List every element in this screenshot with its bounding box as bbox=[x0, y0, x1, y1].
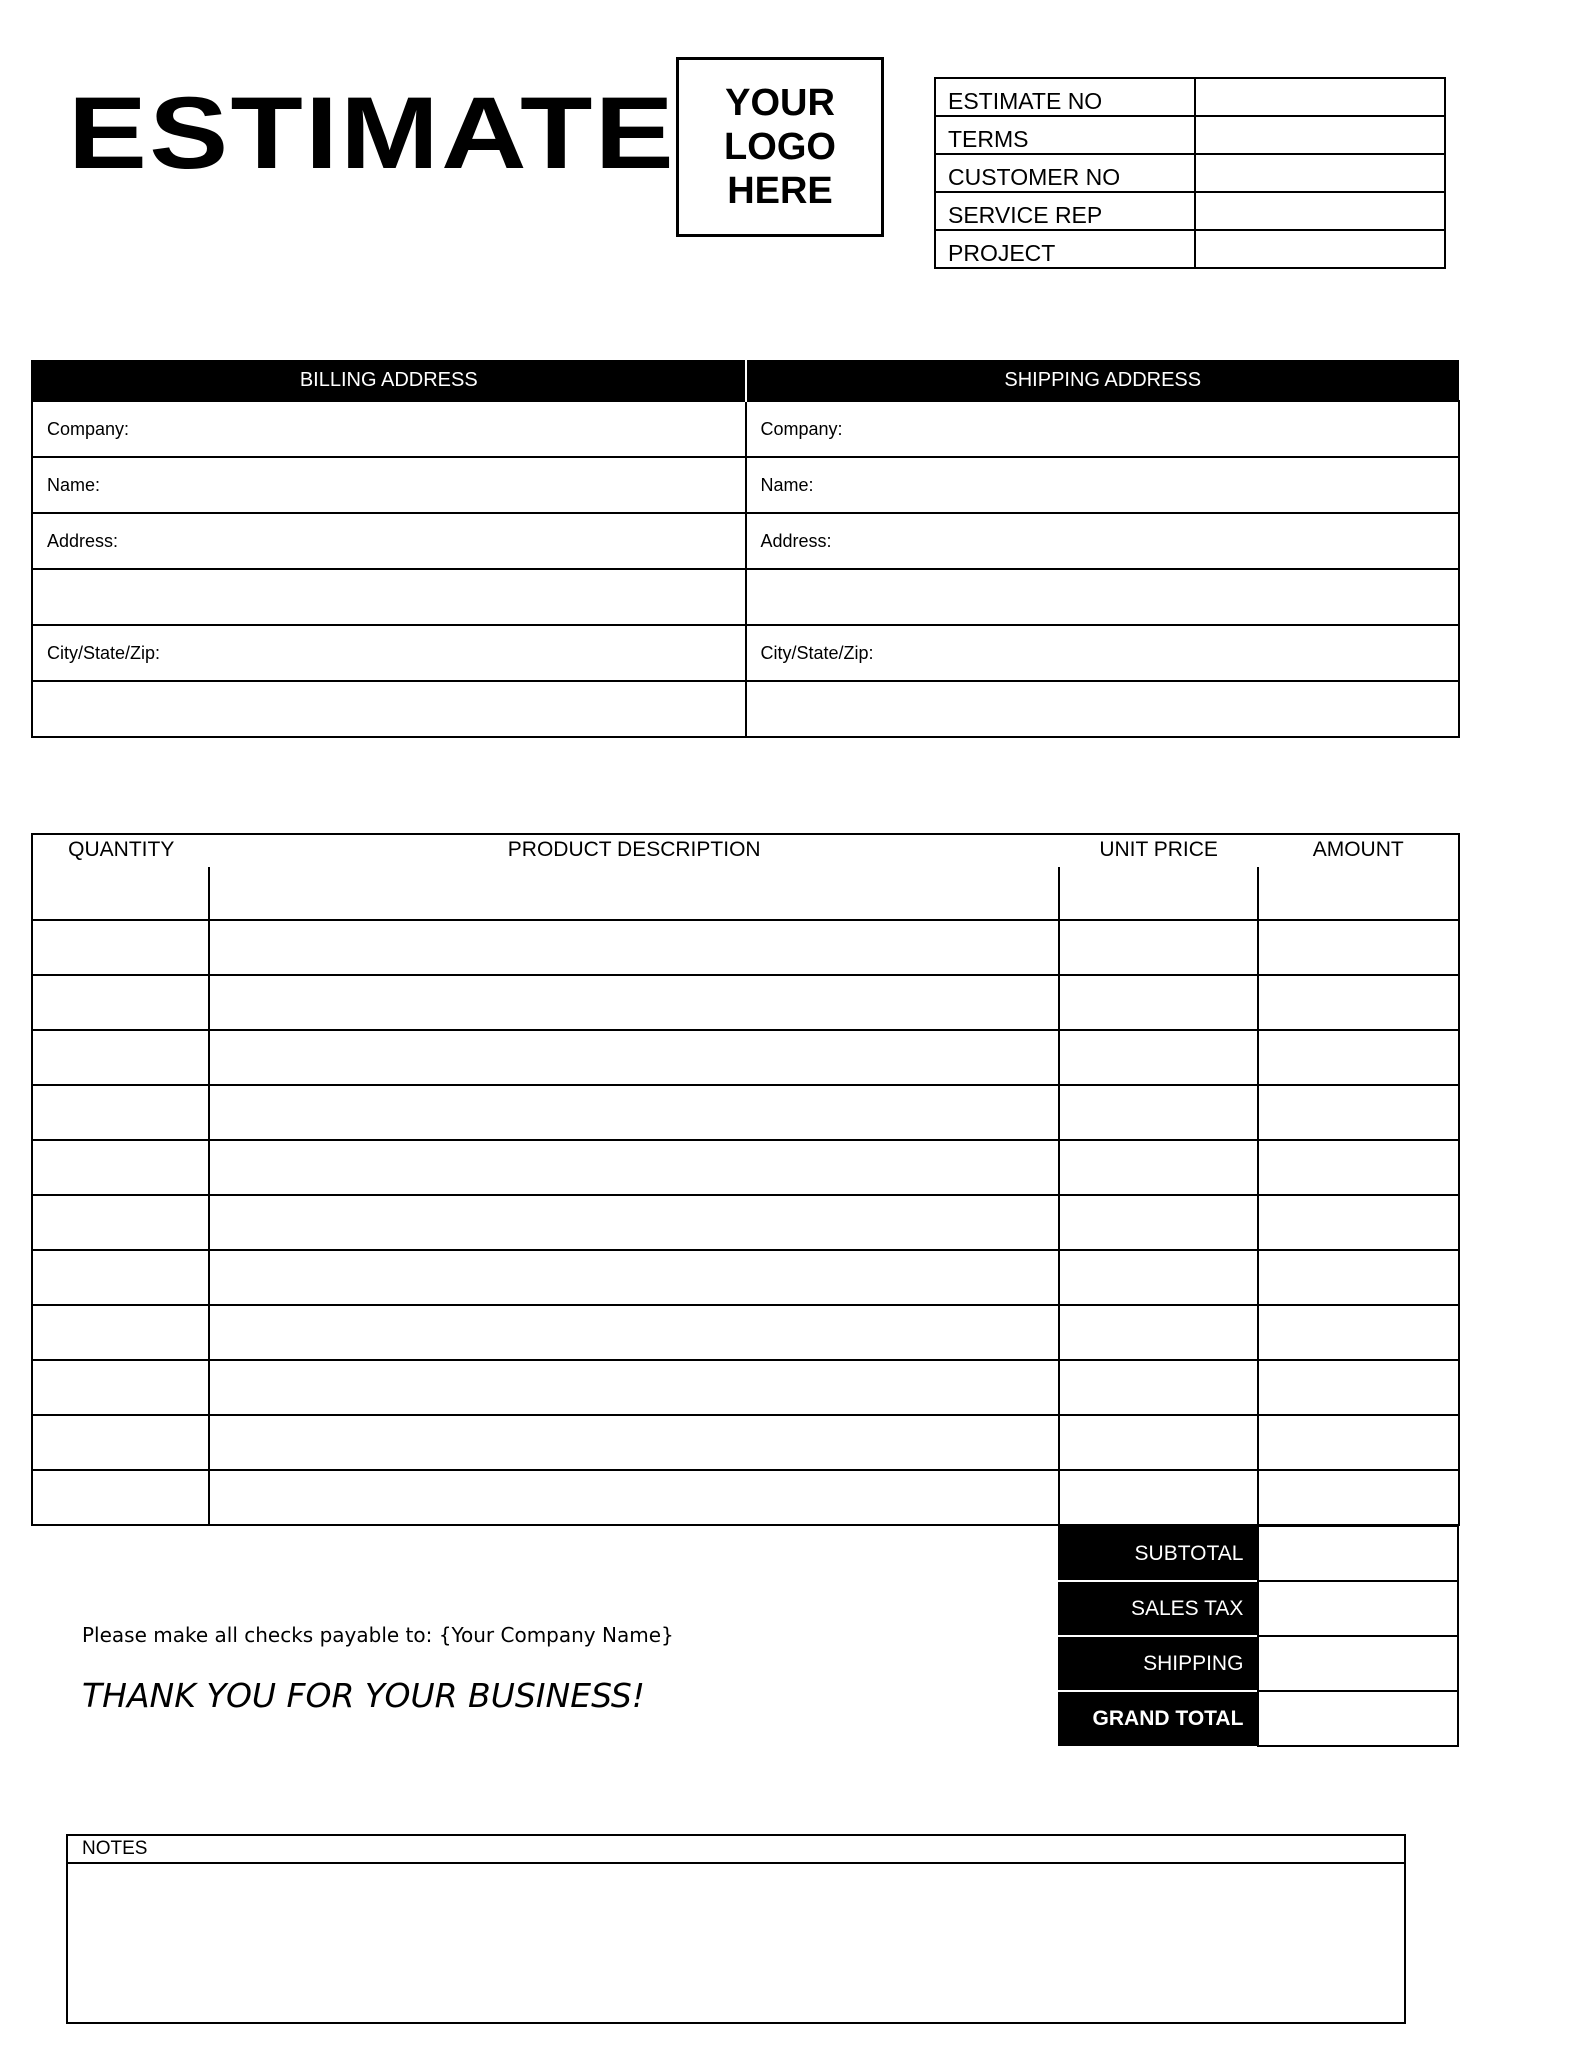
info-row-estimate-no bbox=[935, 78, 1445, 116]
grand-total-field[interactable] bbox=[1258, 1691, 1458, 1746]
estimate-info-table bbox=[934, 77, 1446, 269]
amount-cell[interactable] bbox=[1258, 920, 1459, 975]
info-label: SERVICE REP bbox=[935, 192, 1195, 230]
shipping-address-line2-field[interactable] bbox=[746, 569, 1460, 625]
notes-box bbox=[66, 1834, 1406, 2024]
info-row-project bbox=[935, 230, 1445, 268]
amount-cell[interactable] bbox=[1258, 1360, 1459, 1415]
description-cell[interactable] bbox=[209, 1305, 1058, 1360]
table-row bbox=[32, 1030, 1459, 1085]
logo-placeholder bbox=[676, 57, 884, 237]
table-row bbox=[32, 867, 1459, 920]
info-label: CUSTOMER NO bbox=[935, 154, 1195, 192]
billing-company-field[interactable]: Company: bbox=[32, 401, 746, 457]
table-row bbox=[32, 1250, 1459, 1305]
unit-price-cell[interactable] bbox=[1059, 1305, 1259, 1360]
info-label: TERMS bbox=[935, 116, 1195, 154]
billing-address-header: BILLING ADDRESS bbox=[32, 360, 746, 401]
shipping-address-header: SHIPPING ADDRESS bbox=[746, 360, 1460, 401]
unit-price-cell[interactable] bbox=[1059, 1030, 1259, 1085]
shipping-city-field[interactable]: City/State/Zip: bbox=[746, 625, 1460, 681]
customer-no-field[interactable] bbox=[1195, 154, 1445, 192]
table-row bbox=[32, 1360, 1459, 1415]
billing-name-field[interactable]: Name: bbox=[32, 457, 746, 513]
logo-line-1: YOUR bbox=[725, 82, 835, 124]
quantity-cell[interactable] bbox=[32, 975, 209, 1030]
billing-city-line2-field[interactable] bbox=[32, 681, 746, 737]
checks-payable-note: Please make all checks payable to: {Your Company Name} bbox=[82, 1623, 674, 1647]
description-cell[interactable] bbox=[209, 920, 1058, 975]
quantity-cell[interactable] bbox=[32, 920, 209, 975]
quantity-cell[interactable] bbox=[32, 867, 209, 920]
unit-price-header: UNIT PRICE bbox=[1099, 838, 1218, 861]
terms-field[interactable] bbox=[1195, 116, 1445, 154]
notes-label: NOTES bbox=[68, 1836, 1404, 1864]
amount-cell[interactable] bbox=[1258, 975, 1459, 1030]
quantity-cell[interactable] bbox=[32, 1305, 209, 1360]
logo-line-3: HERE bbox=[727, 170, 833, 212]
amount-cell[interactable] bbox=[1258, 1250, 1459, 1305]
unit-price-cell[interactable] bbox=[1059, 1470, 1259, 1525]
description-header: PRODUCT DESCRIPTION bbox=[507, 838, 761, 861]
quantity-cell[interactable] bbox=[32, 1470, 209, 1525]
quantity-cell[interactable] bbox=[32, 1140, 209, 1195]
shipping-label: SHIPPING bbox=[1058, 1636, 1258, 1691]
quantity-cell[interactable] bbox=[32, 1195, 209, 1250]
info-row-customer-no bbox=[935, 154, 1445, 192]
shipping-name-field[interactable]: Name: bbox=[746, 457, 1460, 513]
quantity-cell[interactable] bbox=[32, 1030, 209, 1085]
quantity-cell[interactable] bbox=[32, 1360, 209, 1415]
shipping-address-field[interactable]: Address: bbox=[746, 513, 1460, 569]
amount-header: AMOUNT bbox=[1258, 833, 1459, 867]
amount-cell[interactable] bbox=[1258, 867, 1459, 920]
thank-you-message: THANK YOU FOR YOUR BUSINESS! bbox=[82, 1676, 646, 1715]
table-row bbox=[32, 1195, 1459, 1250]
table-row bbox=[32, 1470, 1459, 1525]
billing-city-field[interactable]: City/State/Zip: bbox=[32, 625, 746, 681]
amount-cell[interactable] bbox=[1258, 1030, 1459, 1085]
unit-price-cell[interactable] bbox=[1059, 1085, 1259, 1140]
grand-total-label: GRAND TOTAL bbox=[1058, 1691, 1258, 1746]
description-cell[interactable] bbox=[209, 1470, 1058, 1525]
sales-tax-field[interactable] bbox=[1258, 1581, 1458, 1636]
info-row-terms bbox=[935, 116, 1445, 154]
table-row bbox=[32, 920, 1459, 975]
info-row-service-rep bbox=[935, 192, 1445, 230]
description-cell[interactable] bbox=[209, 1085, 1058, 1140]
subtotal-label: SUBTOTAL bbox=[1058, 1526, 1258, 1581]
table-row bbox=[32, 1415, 1459, 1470]
estimate-no-field[interactable] bbox=[1195, 78, 1445, 116]
unit-price-cell[interactable] bbox=[1059, 867, 1259, 920]
table-row bbox=[32, 1140, 1459, 1195]
unit-price-cell[interactable] bbox=[1059, 1415, 1259, 1470]
description-cell[interactable] bbox=[209, 1250, 1058, 1305]
billing-address-line2-field[interactable] bbox=[32, 569, 746, 625]
unit-price-cell[interactable] bbox=[1059, 1195, 1259, 1250]
shipping-city-line2-field[interactable] bbox=[746, 681, 1460, 737]
line-items-table bbox=[31, 833, 1460, 1526]
shipping-company-field[interactable]: Company: bbox=[746, 401, 1460, 457]
unit-price-cell[interactable] bbox=[1059, 975, 1259, 1030]
unit-price-cell[interactable] bbox=[1059, 1360, 1259, 1415]
shipping-field[interactable] bbox=[1258, 1636, 1458, 1691]
address-table bbox=[31, 360, 1460, 738]
quantity-cell[interactable] bbox=[32, 1415, 209, 1470]
info-label: PROJECT bbox=[935, 230, 1195, 268]
quantity-header: QUANTITY bbox=[32, 833, 209, 867]
amount-cell[interactable] bbox=[1258, 1415, 1459, 1470]
table-row bbox=[32, 1085, 1459, 1140]
subtotal-field[interactable] bbox=[1258, 1526, 1458, 1581]
unit-price-cell[interactable] bbox=[1059, 1250, 1259, 1305]
notes-field[interactable] bbox=[68, 1864, 1404, 2024]
billing-address-field[interactable]: Address: bbox=[32, 513, 746, 569]
description-cell[interactable] bbox=[209, 867, 1058, 920]
description-cell[interactable] bbox=[209, 1195, 1058, 1250]
totals-table bbox=[1058, 1525, 1459, 1747]
amount-cell[interactable] bbox=[1258, 1470, 1459, 1525]
unit-price-cell[interactable] bbox=[1059, 1140, 1259, 1195]
service-rep-field[interactable] bbox=[1195, 192, 1445, 230]
logo-line-2: LOGO bbox=[724, 126, 836, 168]
description-cell[interactable] bbox=[209, 1415, 1058, 1470]
description-cell[interactable] bbox=[209, 1360, 1058, 1415]
quantity-cell[interactable] bbox=[32, 1085, 209, 1140]
info-label: ESTIMATE NO bbox=[935, 78, 1195, 116]
description-cell[interactable] bbox=[209, 1030, 1058, 1085]
project-field[interactable] bbox=[1195, 230, 1445, 268]
description-cell[interactable] bbox=[209, 975, 1058, 1030]
amount-cell[interactable] bbox=[1258, 1305, 1459, 1360]
amount-cell[interactable] bbox=[1258, 1085, 1459, 1140]
sales-tax-label: SALES TAX bbox=[1058, 1581, 1258, 1636]
amount-cell[interactable] bbox=[1258, 1140, 1459, 1195]
description-cell[interactable] bbox=[209, 1140, 1058, 1195]
document-title: ESTIMATE bbox=[68, 76, 676, 190]
table-row bbox=[32, 975, 1459, 1030]
table-row bbox=[32, 1305, 1459, 1360]
line-items-body bbox=[32, 867, 1459, 1525]
quantity-cell[interactable] bbox=[32, 1250, 209, 1305]
amount-cell[interactable] bbox=[1258, 1195, 1459, 1250]
unit-price-cell[interactable] bbox=[1059, 920, 1259, 975]
